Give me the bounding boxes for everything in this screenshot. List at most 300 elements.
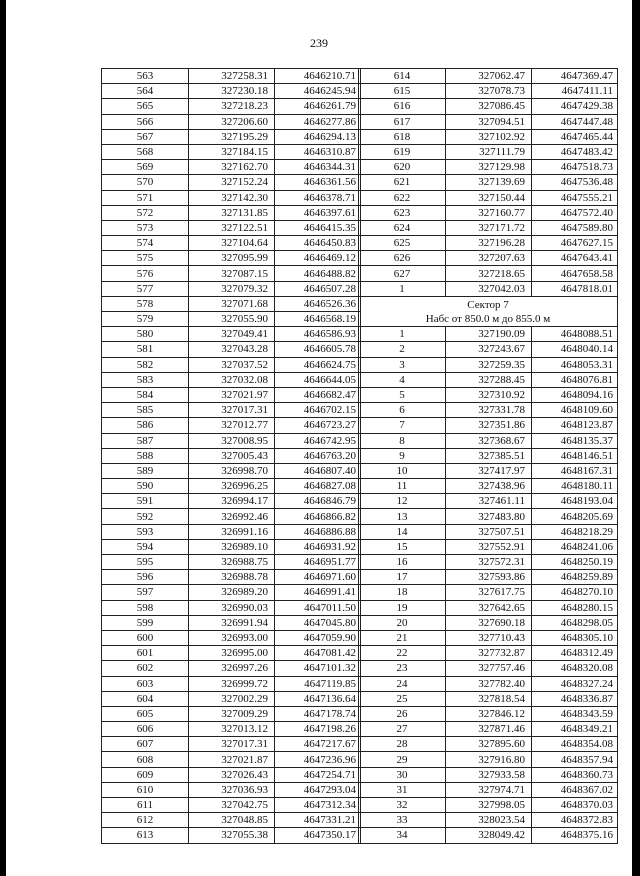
x-coordinate-cell: 327916.80: [446, 752, 532, 767]
y-coordinate-cell: 4648193.04: [532, 494, 618, 509]
point-number-cell: 569: [102, 160, 189, 175]
point-number-cell: 580: [102, 327, 189, 342]
y-coordinate-cell: 4646526.36: [275, 296, 361, 311]
table-row: [359, 828, 618, 843]
y-coordinate-cell: 4646294.13: [275, 129, 361, 144]
x-coordinate-cell: 327021.97: [189, 387, 275, 402]
y-coordinate-cell: 4647045.80: [275, 615, 361, 630]
x-coordinate-cell: 327507.51: [446, 524, 532, 539]
y-coordinate-cell: 4647465.44: [532, 129, 618, 144]
x-coordinate-cell: 327871.46: [446, 722, 532, 737]
x-coordinate-cell: 327593.86: [446, 570, 532, 585]
point-number-cell: 24: [359, 676, 446, 691]
x-coordinate-cell: 326988.78: [189, 570, 275, 585]
table-row: [102, 828, 361, 843]
y-coordinate-cell: 4646742.95: [275, 433, 361, 448]
table-row: [102, 615, 361, 630]
point-number-cell: 578: [102, 296, 189, 311]
y-coordinate-cell: 4648218.29: [532, 524, 618, 539]
point-number-cell: 601: [102, 646, 189, 661]
point-number-cell: 576: [102, 266, 189, 281]
x-coordinate-cell: 327150.44: [446, 190, 532, 205]
x-coordinate-cell: 327078.73: [446, 84, 532, 99]
x-coordinate-cell: 327026.43: [189, 767, 275, 782]
table-row: [359, 114, 618, 129]
x-coordinate-cell: 328023.54: [446, 813, 532, 828]
table-row: [102, 160, 361, 175]
x-coordinate-cell: 327021.87: [189, 752, 275, 767]
point-number-cell: 625: [359, 236, 446, 251]
point-number-cell: 594: [102, 539, 189, 554]
y-coordinate-cell: 4646469.12: [275, 251, 361, 266]
point-number-cell: 600: [102, 630, 189, 645]
x-coordinate-cell: 327230.18: [189, 84, 275, 99]
point-number-cell: 571: [102, 190, 189, 205]
y-coordinate-cell: 4647483.42: [532, 144, 618, 159]
x-coordinate-cell: 327094.51: [446, 114, 532, 129]
y-coordinate-cell: 4647536.48: [532, 175, 618, 190]
x-coordinate-cell: 327017.31: [189, 403, 275, 418]
point-number-cell: 1: [359, 327, 446, 342]
table-row: [359, 69, 618, 84]
x-coordinate-cell: 327042.75: [189, 798, 275, 813]
table-row: [359, 767, 618, 782]
x-coordinate-cell: 326990.03: [189, 600, 275, 615]
table-row: [102, 737, 361, 752]
y-coordinate-cell: 4647081.42: [275, 646, 361, 661]
x-coordinate-cell: 327009.29: [189, 706, 275, 721]
table-row: [359, 160, 618, 175]
y-coordinate-cell: 4648336.87: [532, 691, 618, 706]
y-coordinate-cell: 4647643.41: [532, 251, 618, 266]
point-number-cell: 16: [359, 555, 446, 570]
x-coordinate-cell: 327710.43: [446, 630, 532, 645]
y-coordinate-cell: 4647101.32: [275, 661, 361, 676]
y-coordinate-cell: 4648241.06: [532, 539, 618, 554]
x-coordinate-cell: 326998.70: [189, 463, 275, 478]
x-coordinate-cell: 326989.10: [189, 539, 275, 554]
y-coordinate-cell: 4647658.58: [532, 266, 618, 281]
y-coordinate-cell: 4646378.71: [275, 190, 361, 205]
table-row: [359, 782, 618, 797]
x-coordinate-cell: 327049.41: [189, 327, 275, 342]
point-number-cell: 598: [102, 600, 189, 615]
x-coordinate-cell: 327288.45: [446, 372, 532, 387]
x-coordinate-cell: 327368.67: [446, 433, 532, 448]
table-row: [359, 266, 618, 281]
y-coordinate-cell: 4648167.31: [532, 463, 618, 478]
x-coordinate-cell: 327552.91: [446, 539, 532, 554]
x-coordinate-cell: 327207.63: [446, 251, 532, 266]
table-row: [102, 266, 361, 281]
table-row: [359, 798, 618, 813]
point-number-cell: 604: [102, 691, 189, 706]
x-coordinate-cell: 327846.12: [446, 706, 532, 721]
x-coordinate-cell: 327895.60: [446, 737, 532, 752]
table-row: [359, 251, 618, 266]
x-coordinate-cell: 327331.78: [446, 403, 532, 418]
point-number-cell: 597: [102, 585, 189, 600]
sector-title: Сектор 7: [467, 298, 509, 311]
point-number-cell: 29: [359, 752, 446, 767]
table-row: [102, 600, 361, 615]
point-number-cell: 615: [359, 84, 446, 99]
y-coordinate-cell: 4646846.79: [275, 494, 361, 509]
table-row: [102, 114, 361, 129]
point-number-cell: 590: [102, 479, 189, 494]
point-number-cell: 611: [102, 798, 189, 813]
y-coordinate-cell: 4648357.94: [532, 752, 618, 767]
point-number-cell: 613: [102, 828, 189, 843]
table-row: [359, 615, 618, 630]
point-number-cell: 14: [359, 524, 446, 539]
point-number-cell: 11: [359, 479, 446, 494]
x-coordinate-cell: 327642.65: [446, 600, 532, 615]
y-coordinate-cell: 4647011.50: [275, 600, 361, 615]
table-row: [102, 387, 361, 402]
y-coordinate-cell: 4647293.04: [275, 782, 361, 797]
table-row: [359, 448, 618, 463]
table-row: [359, 357, 618, 372]
point-number-cell: 585: [102, 403, 189, 418]
x-coordinate-cell: 327055.90: [189, 312, 275, 327]
point-number-cell: 587: [102, 433, 189, 448]
table-row: [102, 813, 361, 828]
table-row: [102, 752, 361, 767]
point-number-cell: 565: [102, 99, 189, 114]
table-row: [359, 281, 618, 296]
point-number-cell: 596: [102, 570, 189, 585]
table-row: [359, 676, 618, 691]
x-coordinate-cell: 327732.87: [446, 646, 532, 661]
point-number-cell: 619: [359, 144, 446, 159]
table-row: [359, 555, 618, 570]
y-coordinate-cell: 4648109.60: [532, 403, 618, 418]
table-row: [102, 479, 361, 494]
x-coordinate-cell: 327139.69: [446, 175, 532, 190]
x-coordinate-cell: 327012.77: [189, 418, 275, 433]
table-row: [102, 220, 361, 235]
table-row: [359, 737, 618, 752]
y-coordinate-cell: 4648320.08: [532, 661, 618, 676]
point-number-cell: 22: [359, 646, 446, 661]
y-coordinate-cell: 4647119.85: [275, 676, 361, 691]
point-number-cell: 574: [102, 236, 189, 251]
point-number-cell: 8: [359, 433, 446, 448]
table-row: [359, 99, 618, 114]
x-coordinate-cell: 326999.72: [189, 676, 275, 691]
y-coordinate-cell: 4648146.51: [532, 448, 618, 463]
table-row: [102, 175, 361, 190]
y-coordinate-cell: 4646568.19: [275, 312, 361, 327]
x-coordinate-cell: 327131.85: [189, 205, 275, 220]
y-coordinate-cell: 4648076.81: [532, 372, 618, 387]
x-coordinate-cell: 327438.96: [446, 479, 532, 494]
x-coordinate-cell: 327483.80: [446, 509, 532, 524]
x-coordinate-cell: 327818.54: [446, 691, 532, 706]
table-row: [359, 175, 618, 190]
table-row: [102, 129, 361, 144]
table-row: [102, 251, 361, 266]
point-number-cell: 599: [102, 615, 189, 630]
y-coordinate-cell: 4646277.86: [275, 114, 361, 129]
table-row: [359, 205, 618, 220]
point-number-cell: 19: [359, 600, 446, 615]
point-number-cell: 618: [359, 129, 446, 144]
point-number-cell: 579: [102, 312, 189, 327]
x-coordinate-cell: 327071.68: [189, 296, 275, 311]
table-row: [359, 494, 618, 509]
y-coordinate-cell: 4646644.05: [275, 372, 361, 387]
x-coordinate-cell: 327259.35: [446, 357, 532, 372]
point-number-cell: 563: [102, 69, 189, 84]
y-coordinate-cell: 4647254.71: [275, 767, 361, 782]
point-number-cell: 621: [359, 175, 446, 190]
x-coordinate-cell: 327087.15: [189, 266, 275, 281]
point-number-cell: 4: [359, 372, 446, 387]
point-number-cell: 617: [359, 114, 446, 129]
y-coordinate-cell: 4648250.19: [532, 555, 618, 570]
y-coordinate-cell: 4648298.05: [532, 615, 618, 630]
y-coordinate-cell: 4648367.02: [532, 782, 618, 797]
table-row: [102, 190, 361, 205]
x-coordinate-cell: 327005.43: [189, 448, 275, 463]
table-row: [359, 661, 618, 676]
x-coordinate-cell: 327933.58: [446, 767, 532, 782]
y-coordinate-cell: 4646827.08: [275, 479, 361, 494]
x-coordinate-cell: 327042.03: [446, 281, 532, 296]
point-number-cell: 623: [359, 205, 446, 220]
table-row: [102, 403, 361, 418]
table-row: [102, 767, 361, 782]
point-number-cell: 627: [359, 266, 446, 281]
table-row: [359, 418, 618, 433]
point-number-cell: 592: [102, 509, 189, 524]
y-coordinate-cell: 4647447.48: [532, 114, 618, 129]
y-coordinate-cell: 4646507.28: [275, 281, 361, 296]
y-coordinate-cell: 4648053.31: [532, 357, 618, 372]
y-coordinate-cell: 4648343.59: [532, 706, 618, 721]
y-coordinate-cell: 4647589.80: [532, 220, 618, 235]
point-number-cell: 609: [102, 767, 189, 782]
y-coordinate-cell: 4646931.92: [275, 539, 361, 554]
x-coordinate-cell: 327122.51: [189, 220, 275, 235]
x-coordinate-cell: 327310.92: [446, 387, 532, 402]
table-row: [359, 236, 618, 251]
table-row: [102, 84, 361, 99]
point-number-cell: 33: [359, 813, 446, 828]
table-row: [102, 342, 361, 357]
y-coordinate-cell: 4648280.15: [532, 600, 618, 615]
x-coordinate-cell: 327142.30: [189, 190, 275, 205]
x-coordinate-cell: 327002.29: [189, 691, 275, 706]
x-coordinate-cell: 327086.45: [446, 99, 532, 114]
y-coordinate-cell: 4647555.21: [532, 190, 618, 205]
table-row: [359, 387, 618, 402]
x-coordinate-cell: 327013.12: [189, 722, 275, 737]
table-row: [102, 312, 361, 327]
table-row: [102, 463, 361, 478]
sector-header: [359, 296, 618, 326]
point-number-cell: 20: [359, 615, 446, 630]
table-row: [102, 524, 361, 539]
table-row: [359, 433, 618, 448]
table-row: [102, 99, 361, 114]
sector-header-row: [359, 296, 618, 326]
table-row: [102, 418, 361, 433]
point-number-cell: 17: [359, 570, 446, 585]
point-number-cell: 7: [359, 418, 446, 433]
point-number-cell: 27: [359, 722, 446, 737]
x-coordinate-cell: 327055.38: [189, 828, 275, 843]
table-row: [102, 448, 361, 463]
y-coordinate-cell: 4646682.47: [275, 387, 361, 402]
point-number-cell: 31: [359, 782, 446, 797]
table-row: [359, 706, 618, 721]
x-coordinate-cell: 327111.79: [446, 144, 532, 159]
table-row: [102, 509, 361, 524]
x-coordinate-cell: 327152.24: [189, 175, 275, 190]
table-row: [359, 630, 618, 645]
y-coordinate-cell: 4648259.89: [532, 570, 618, 585]
point-number-cell: 23: [359, 661, 446, 676]
y-coordinate-cell: 4647198.26: [275, 722, 361, 737]
y-coordinate-cell: 4646210.71: [275, 69, 361, 84]
y-coordinate-cell: 4647627.15: [532, 236, 618, 251]
point-number-cell: 564: [102, 84, 189, 99]
table-row: [359, 813, 618, 828]
table-row: [359, 722, 618, 737]
x-coordinate-cell: 327461.11: [446, 494, 532, 509]
point-number-cell: 21: [359, 630, 446, 645]
y-coordinate-cell: 4646605.78: [275, 342, 361, 357]
x-coordinate-cell: 326989.20: [189, 585, 275, 600]
y-coordinate-cell: 4646951.77: [275, 555, 361, 570]
table-row: [359, 539, 618, 554]
table-row: [359, 600, 618, 615]
x-coordinate-cell: 327079.32: [189, 281, 275, 296]
point-number-cell: 591: [102, 494, 189, 509]
point-number-cell: 566: [102, 114, 189, 129]
x-coordinate-cell: 328049.42: [446, 828, 532, 843]
page-number: 239: [310, 36, 328, 50]
point-number-cell: 567: [102, 129, 189, 144]
table-row: [102, 706, 361, 721]
point-number-cell: 1: [359, 281, 446, 296]
y-coordinate-cell: 4646488.82: [275, 266, 361, 281]
point-number-cell: 572: [102, 205, 189, 220]
y-coordinate-cell: 4646415.35: [275, 220, 361, 235]
point-number-cell: 30: [359, 767, 446, 782]
y-coordinate-cell: 4648370.03: [532, 798, 618, 813]
table-row: [359, 479, 618, 494]
point-number-cell: 577: [102, 281, 189, 296]
x-coordinate-cell: 327243.67: [446, 342, 532, 357]
y-coordinate-cell: 4647411.11: [532, 84, 618, 99]
y-coordinate-cell: 4648305.10: [532, 630, 618, 645]
x-coordinate-cell: 327162.70: [189, 160, 275, 175]
y-coordinate-cell: 4647059.90: [275, 630, 361, 645]
table-row: [102, 433, 361, 448]
table-row: [102, 676, 361, 691]
coordinates-table-left: [101, 68, 361, 844]
y-coordinate-cell: 4648349.21: [532, 722, 618, 737]
point-number-cell: 583: [102, 372, 189, 387]
x-coordinate-cell: 326997.26: [189, 661, 275, 676]
table-row: [102, 798, 361, 813]
table-row: [359, 646, 618, 661]
x-coordinate-cell: 326991.16: [189, 524, 275, 539]
y-coordinate-cell: 4646866.82: [275, 509, 361, 524]
table-row: [359, 403, 618, 418]
x-coordinate-cell: 327196.28: [446, 236, 532, 251]
y-coordinate-cell: 4648372.83: [532, 813, 618, 828]
table-row: [102, 357, 361, 372]
table-row: [102, 327, 361, 342]
y-coordinate-cell: 4646245.94: [275, 84, 361, 99]
y-coordinate-cell: 4648354.08: [532, 737, 618, 752]
y-coordinate-cell: 4646450.83: [275, 236, 361, 251]
table-row: [102, 144, 361, 159]
point-number-cell: 612: [102, 813, 189, 828]
point-number-cell: 6: [359, 403, 446, 418]
x-coordinate-cell: 327190.09: [446, 327, 532, 342]
y-coordinate-cell: 4647236.96: [275, 752, 361, 767]
point-number-cell: 588: [102, 448, 189, 463]
point-number-cell: 616: [359, 99, 446, 114]
point-number-cell: 28: [359, 737, 446, 752]
point-number-cell: 568: [102, 144, 189, 159]
point-number-cell: 589: [102, 463, 189, 478]
point-number-cell: 581: [102, 342, 189, 357]
point-number-cell: 602: [102, 661, 189, 676]
y-coordinate-cell: 4647350.17: [275, 828, 361, 843]
point-number-cell: 603: [102, 676, 189, 691]
y-coordinate-cell: 4648123.87: [532, 418, 618, 433]
table-row: [359, 327, 618, 342]
point-number-cell: 18: [359, 585, 446, 600]
table-row: [102, 372, 361, 387]
x-coordinate-cell: 326994.17: [189, 494, 275, 509]
x-coordinate-cell: 327617.75: [446, 585, 532, 600]
y-coordinate-cell: 4646723.27: [275, 418, 361, 433]
x-coordinate-cell: 327043.28: [189, 342, 275, 357]
sector-subtitle: Набс от 850.0 м до 855.0 м: [425, 312, 551, 325]
y-coordinate-cell: 4646361.56: [275, 175, 361, 190]
table-row: [359, 372, 618, 387]
table-row: [359, 585, 618, 600]
y-coordinate-cell: 4648205.69: [532, 509, 618, 524]
x-coordinate-cell: 327998.05: [446, 798, 532, 813]
point-number-cell: 575: [102, 251, 189, 266]
x-coordinate-cell: 327782.40: [446, 676, 532, 691]
table-row: [102, 646, 361, 661]
y-coordinate-cell: 4647518.73: [532, 160, 618, 175]
table-row: [102, 691, 361, 706]
y-coordinate-cell: 4648040.14: [532, 342, 618, 357]
point-number-cell: 606: [102, 722, 189, 737]
table-row: [359, 509, 618, 524]
x-coordinate-cell: 327195.29: [189, 129, 275, 144]
y-coordinate-cell: 4646702.15: [275, 403, 361, 418]
x-coordinate-cell: 327032.08: [189, 372, 275, 387]
y-coordinate-cell: 4647331.21: [275, 813, 361, 828]
point-number-cell: 584: [102, 387, 189, 402]
table-row: [359, 524, 618, 539]
document-page: [6, 0, 632, 876]
y-coordinate-cell: 4647429.38: [532, 99, 618, 114]
table-row: [102, 296, 361, 311]
